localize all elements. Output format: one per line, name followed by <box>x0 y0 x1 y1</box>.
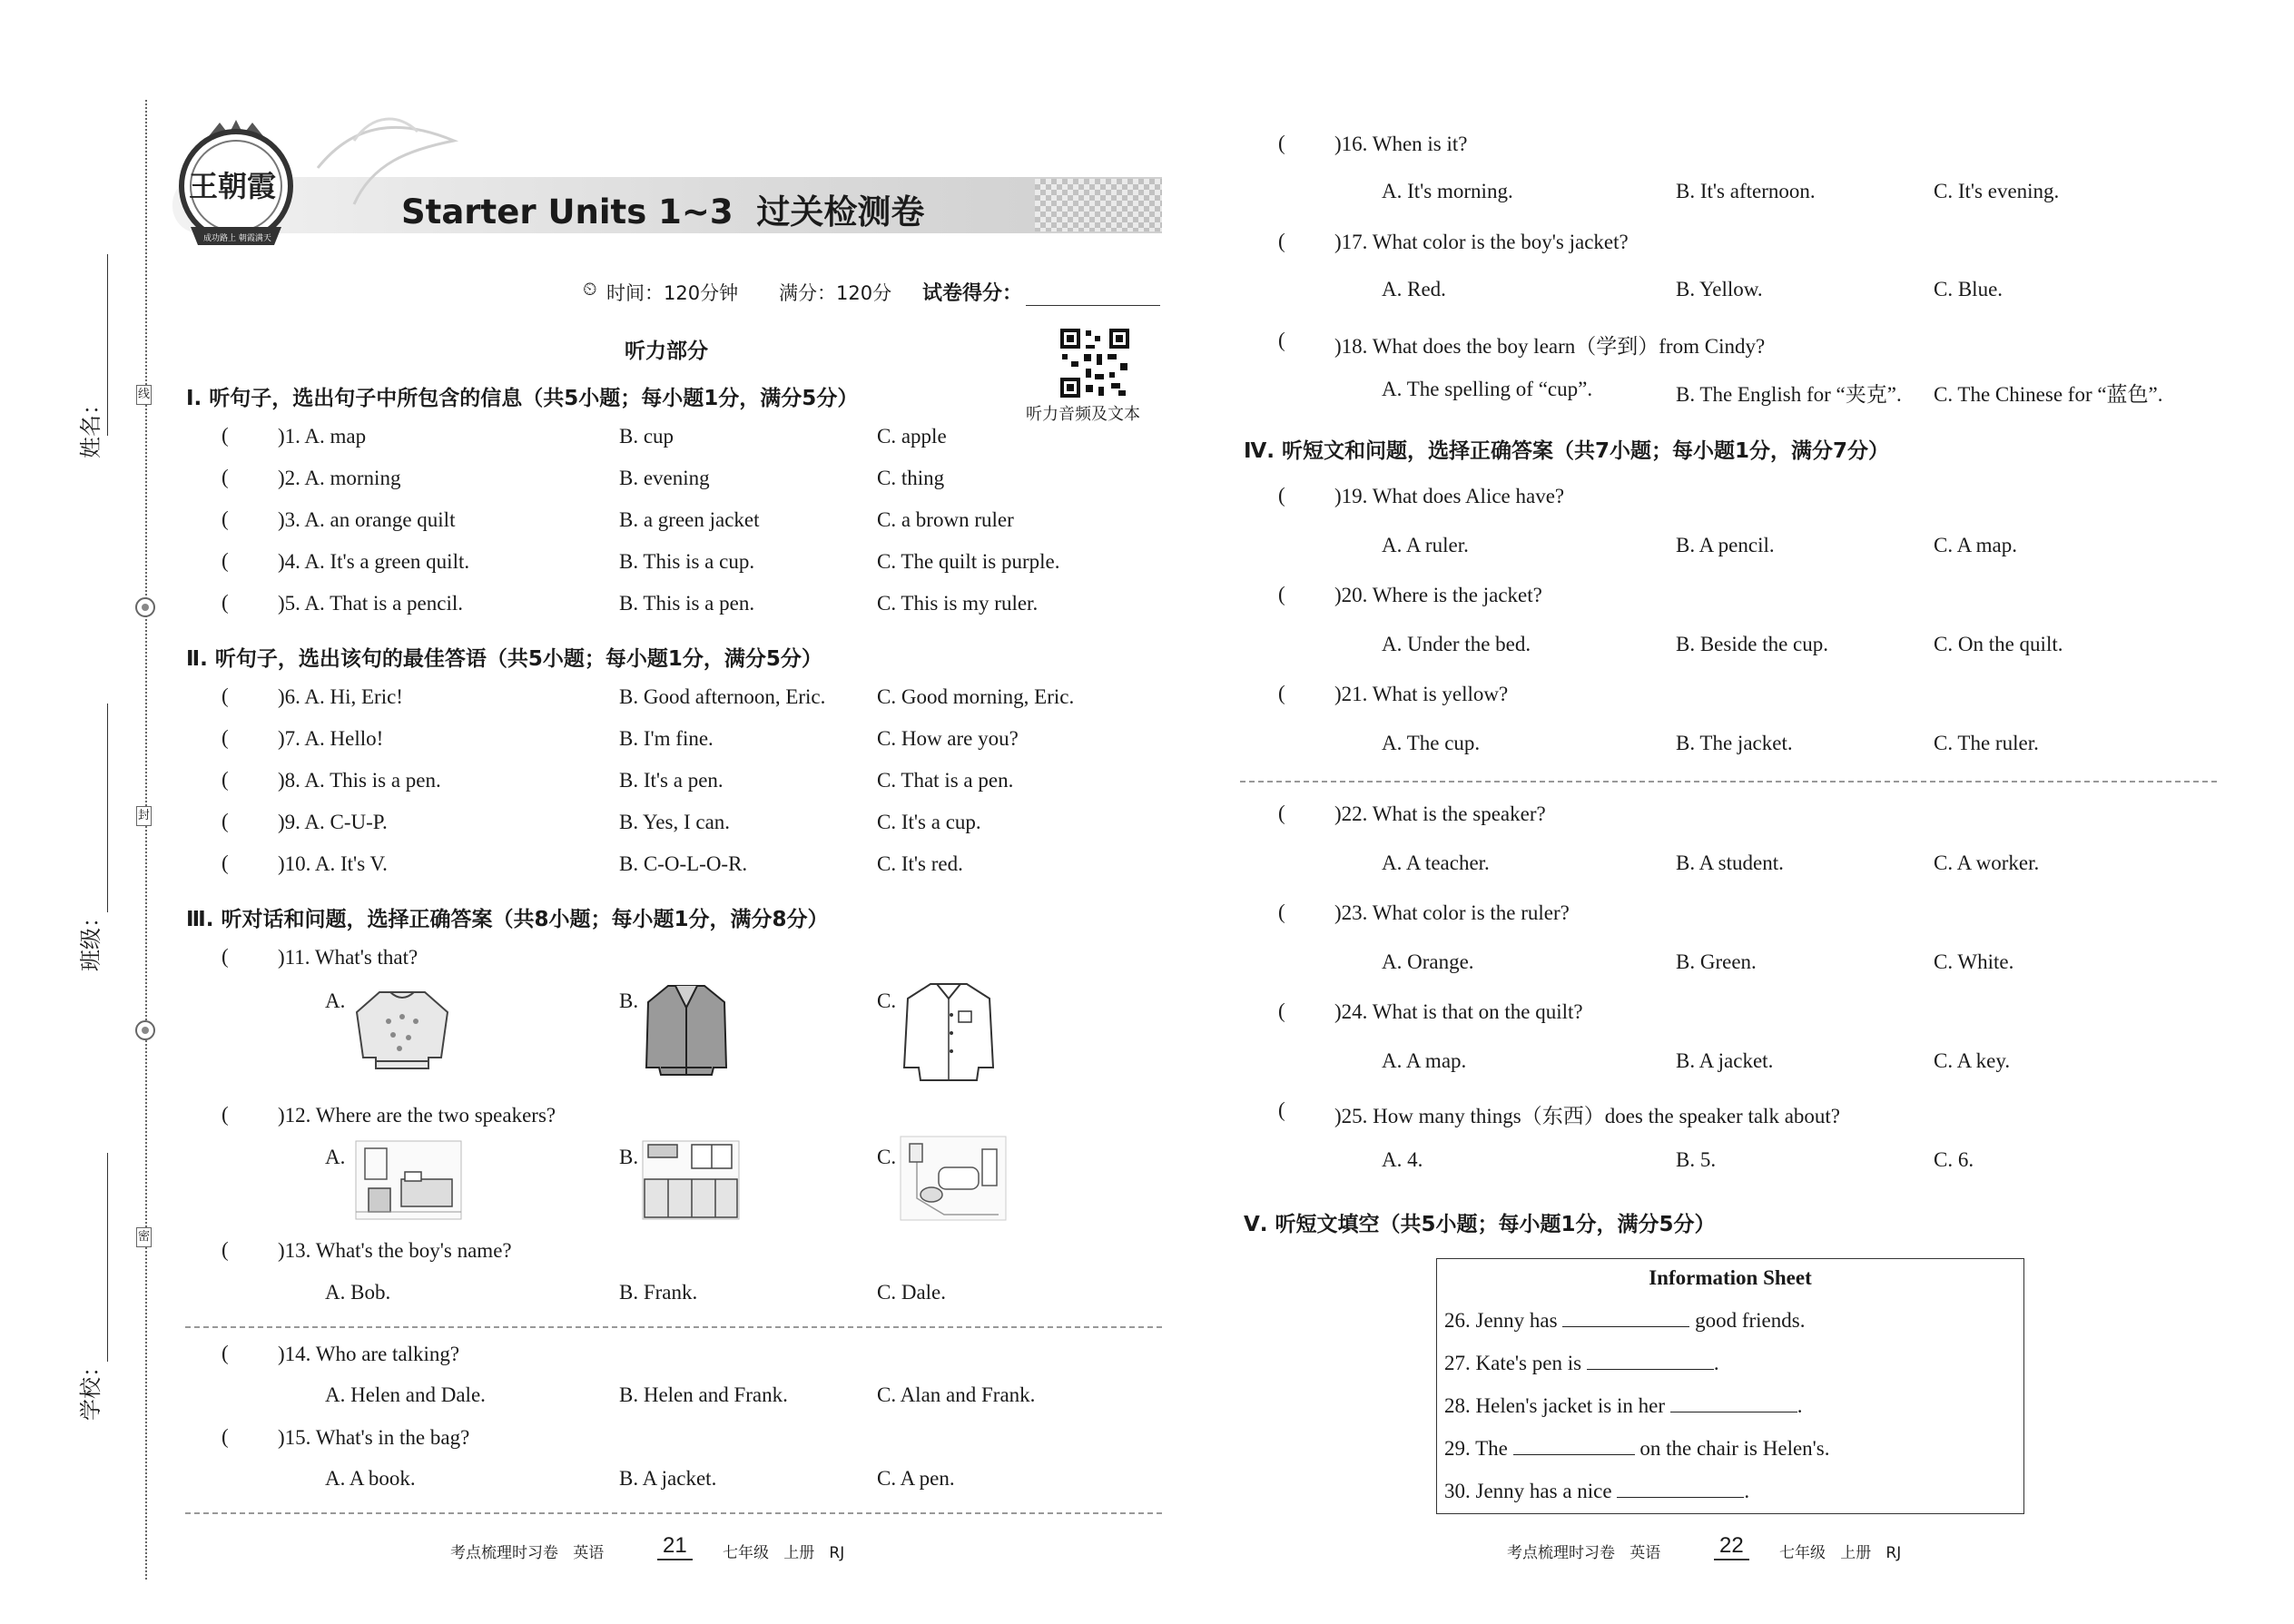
option-b: B. This is a cup. <box>619 550 755 573</box>
option-b: B. Good afternoon, Eric. <box>619 685 826 708</box>
line-text: 27. Kate's pen is <box>1444 1352 1582 1374</box>
sweater-picture[interactable] <box>352 985 452 1076</box>
option-b: B. Helen and Frank. <box>619 1383 788 1406</box>
answer-paren[interactable]: ( <box>1278 583 1285 605</box>
option-c: C. Dale. <box>877 1281 947 1304</box>
option-a: A. A ruler. <box>1382 534 1469 556</box>
option-c: C. thing <box>877 467 945 489</box>
line-text: . <box>1713 1352 1719 1374</box>
question-stem: )20. Where is the jacket? <box>1334 584 1542 606</box>
footer-right-grade: 七年级 上册 RJ <box>1779 1544 1902 1562</box>
fill-blank[interactable] <box>1617 1480 1744 1498</box>
answer-paren[interactable]: ( <box>222 549 229 572</box>
option-b: B. C-O-L-O-R. <box>619 852 748 875</box>
info-sheet-title: Information Sheet <box>1649 1266 1812 1289</box>
option-a: A. The spelling of “cup”. <box>1382 378 1593 400</box>
option-c: C. The ruler. <box>1934 732 2039 754</box>
footer-left-page: 21 <box>657 1533 693 1560</box>
line-text: 28. Helen's jacket is in her <box>1444 1394 1666 1417</box>
info-line-29 <box>1444 1437 1830 1461</box>
answer-paren[interactable]: ( <box>1278 132 1285 154</box>
answer-paren[interactable]: ( <box>1278 230 1285 252</box>
option-c: C. 6. <box>1934 1148 1974 1171</box>
seal-char-secret: 密 <box>136 1227 152 1247</box>
information-sheet <box>1436 1258 2024 1514</box>
answer-paren[interactable]: ( <box>1278 1098 1285 1121</box>
question-stem: )13. What's the boy's name? <box>278 1239 512 1262</box>
school-label: 学校： <box>78 1355 103 1421</box>
option-b: B. The jacket. <box>1676 732 1793 754</box>
divider <box>185 1326 1162 1328</box>
option-c: C. How are you? <box>877 727 1019 750</box>
section-2-heading: Ⅱ. 听句子，选出该句的最佳答语（共5小题；每小题1分，满分5分） <box>186 647 822 671</box>
option-a: A. A map. <box>1382 1049 1467 1072</box>
option-b: B. It's afternoon. <box>1676 180 1816 202</box>
option-a: A. It's morning. <box>1382 180 1513 202</box>
score-blank <box>1026 305 1160 306</box>
option-a: A. 4. <box>1382 1148 1423 1171</box>
section-4-heading: Ⅳ. 听短文和问题，选择正确答案（共7小题；每小题1分，满分7分） <box>1244 439 1890 463</box>
fill-blank[interactable] <box>1587 1352 1714 1370</box>
option-b: B. 5. <box>1676 1148 1717 1171</box>
divider <box>185 1512 1162 1514</box>
question-stem: )9. A. C-U-P. <box>278 811 388 833</box>
name-label: 姓名： <box>78 393 103 458</box>
answer-paren[interactable]: ( <box>222 726 229 749</box>
answer-paren[interactable]: ( <box>222 1425 229 1448</box>
banner-checker-pattern <box>1035 179 1162 231</box>
option-b: B. The English for “夹克”. <box>1676 383 1902 406</box>
option-a: A. Bob. <box>325 1281 391 1304</box>
question-stem: )18. What does the boy learn（学到）from Cindy? <box>1334 335 1766 358</box>
option-c: C. A key. <box>1934 1049 2011 1072</box>
answer-paren[interactable]: ( <box>1278 999 1285 1022</box>
option-b: B. cup <box>619 425 674 448</box>
answer-paren[interactable]: ( <box>1278 802 1285 824</box>
score-label: 试卷得分： <box>922 282 1023 305</box>
question-stem: )11. What's that? <box>278 946 418 969</box>
answer-paren[interactable]: ( <box>222 810 229 832</box>
question-stem: )1. A. map <box>278 425 367 448</box>
line-text: 26. Jenny has <box>1444 1309 1558 1332</box>
page-title: Starter Units 1~3 过关检测卷 <box>401 192 925 231</box>
option-c: C. White. <box>1934 950 2014 973</box>
option-c: C. A worker. <box>1934 851 2040 874</box>
option-a: A. A teacher. <box>1382 851 1490 874</box>
question-stem: )7. A. Hello! <box>278 727 384 750</box>
option-c: C. Blue. <box>1934 278 2004 300</box>
option-c: C. The Chinese for “蓝色”. <box>1934 383 2163 406</box>
answer-paren[interactable]: ( <box>222 945 229 968</box>
option-c: C. A pen. <box>877 1467 955 1490</box>
option-a: A. Under the bed. <box>1382 633 1531 655</box>
option-c: C. That is a pen. <box>877 769 1014 792</box>
option-b-label: B. <box>619 1146 639 1168</box>
question-stem: )10. A. It's V. <box>278 852 388 875</box>
footer-left-text: 考点梳理时习卷 英语 <box>450 1544 605 1562</box>
question-stem: )12. Where are the two speakers? <box>278 1104 556 1127</box>
name-blank-line <box>107 254 108 436</box>
section-1-heading: Ⅰ. 听句子，选出句子中所包含的信息（共5小题；每小题1分，满分5分） <box>186 387 859 410</box>
question-stem: )23. What color is the ruler? <box>1334 901 1570 924</box>
answer-paren[interactable]: ( <box>222 591 229 614</box>
class-blank-line <box>107 704 108 912</box>
answer-paren[interactable]: ( <box>222 1342 229 1364</box>
binding-hole-icon <box>135 597 155 617</box>
option-c: C. Good morning, Eric. <box>877 685 1075 708</box>
info-line-26 <box>1444 1309 1805 1333</box>
option-c: C. It's a cup. <box>877 811 981 833</box>
bedroom-picture[interactable] <box>354 1139 463 1221</box>
question-stem: )24. What is that on the quilt? <box>1334 1000 1583 1023</box>
option-b: B. evening <box>619 467 710 489</box>
shirt-picture[interactable] <box>899 979 999 1084</box>
info-line-27 <box>1444 1352 1719 1375</box>
question-stem: )19. What does Alice have? <box>1334 485 1565 507</box>
answer-paren[interactable]: ( <box>1278 484 1285 507</box>
line-text: 29. The <box>1444 1437 1508 1460</box>
fill-blank[interactable] <box>1513 1437 1635 1455</box>
answer-paren[interactable]: ( <box>222 424 229 447</box>
qr-code[interactable] <box>1058 327 1131 399</box>
answer-paren[interactable]: ( <box>222 768 229 791</box>
line-text: on the chair is Helen's. <box>1639 1437 1830 1460</box>
answer-paren[interactable]: ( <box>222 1238 229 1261</box>
info-line-30 <box>1444 1480 1749 1503</box>
option-a: A. Helen and Dale. <box>325 1383 486 1406</box>
answer-paren[interactable]: ( <box>222 851 229 874</box>
option-b: B. a green jacket <box>619 508 760 531</box>
option-b: B. Yes, I can. <box>619 811 731 833</box>
option-b-label: B. <box>619 989 639 1012</box>
option-b: B. This is a pen. <box>619 592 755 615</box>
option-c: C. The quilt is purple. <box>877 550 1060 573</box>
seal-char-seal: 封 <box>136 806 152 826</box>
logo-slogan: 成功路上 朝霞满天 <box>203 234 271 243</box>
option-c-label: C. <box>877 1146 897 1168</box>
time-limit: 时间：120分钟 <box>606 282 739 304</box>
clock-icon: ⏲ <box>583 278 597 300</box>
option-b: B. A pencil. <box>1676 534 1775 556</box>
question-stem: )16. When is it? <box>1334 133 1468 155</box>
fill-blank[interactable] <box>1670 1394 1797 1412</box>
question-stem: )4. A. It's a green quilt. <box>278 550 470 573</box>
question-stem: )22. What is the speaker? <box>1334 802 1546 825</box>
option-c: C. a brown ruler <box>877 508 1014 531</box>
answer-paren[interactable]: ( <box>1278 901 1285 923</box>
question-stem: )15. What's in the bag? <box>278 1426 470 1449</box>
question-stem: )25. How many things（东西）does the speaker talk about? <box>1334 1105 1840 1127</box>
question-stem: )21. What is yellow? <box>1334 683 1509 705</box>
answer-paren[interactable]: ( <box>222 1103 229 1126</box>
binding-hole-icon <box>135 1020 155 1040</box>
jacket-picture[interactable] <box>641 980 732 1080</box>
question-stem: )17. What color is the boy's jacket? <box>1334 231 1629 253</box>
option-c: C. apple <box>877 425 947 448</box>
line-text: good friends. <box>1695 1309 1806 1332</box>
option-c: C. This is my ruler. <box>877 592 1039 615</box>
option-b: B. Yellow. <box>1676 278 1763 300</box>
option-b: B. A jacket. <box>619 1467 717 1490</box>
question-stem: )6. A. Hi, Eric! <box>278 685 403 708</box>
binding-line <box>145 100 147 1580</box>
question-stem: )2. A. morning <box>278 467 401 489</box>
answer-paren[interactable]: ( <box>1278 329 1285 351</box>
qr-caption: 听力音频及文本 <box>1026 405 1140 423</box>
logo-text: 王朝霞 <box>189 170 277 202</box>
section-5-heading: Ⅴ. 听短文填空（共5小题；每小题1分，满分5分） <box>1244 1213 1716 1236</box>
option-c: C. A map. <box>1934 534 2018 556</box>
option-b: B. A jacket. <box>1676 1049 1774 1072</box>
footer-right-page: 22 <box>1714 1533 1749 1560</box>
fill-blank[interactable] <box>1562 1309 1689 1327</box>
answer-paren[interactable]: ( <box>222 507 229 530</box>
option-c: C. Alan and Frank. <box>877 1383 1036 1406</box>
school-blank-line <box>107 1153 108 1362</box>
kitchen-picture[interactable] <box>641 1139 741 1221</box>
option-a: A. Red. <box>1382 278 1446 300</box>
option-b: B. I'm fine. <box>619 727 714 750</box>
option-a-label: A. <box>325 1146 346 1168</box>
listening-title: 听力部分 <box>625 340 708 363</box>
seal-char-line: 线 <box>136 385 152 405</box>
option-b: B. Green. <box>1676 950 1757 973</box>
line-text: 30. Jenny has a nice <box>1444 1480 1612 1502</box>
bathroom-picture[interactable] <box>899 1135 1008 1222</box>
option-a: A. The cup. <box>1382 732 1481 754</box>
question-stem: )5. A. That is a pencil. <box>278 592 463 615</box>
divider <box>1240 781 2217 782</box>
footer-left-grade: 七年级 上册 RJ <box>723 1544 845 1562</box>
line-text: . <box>1797 1394 1803 1417</box>
option-b: B. A student. <box>1676 851 1784 874</box>
question-stem: )8. A. This is a pen. <box>278 769 441 792</box>
option-b: B. Frank. <box>619 1281 698 1304</box>
info-line-28 <box>1444 1394 1803 1418</box>
option-c-label: C. <box>877 989 897 1012</box>
option-c: C. It's red. <box>877 852 963 875</box>
option-c: C. On the quilt. <box>1934 633 2063 655</box>
question-stem: )3. A. an orange quilt <box>278 508 456 531</box>
line-text: . <box>1744 1480 1750 1502</box>
option-b: B. It's a pen. <box>619 769 724 792</box>
option-a: A. Orange. <box>1382 950 1474 973</box>
option-a: A. A book. <box>325 1467 416 1490</box>
section-3-heading: Ⅲ. 听对话和问题，选择正确答案（共8小题；每小题1分，满分8分） <box>186 908 829 931</box>
option-a-label: A. <box>325 989 346 1012</box>
class-label: 班级： <box>78 906 103 971</box>
answer-paren[interactable]: ( <box>222 684 229 707</box>
footer-right-text: 考点梳理时习卷 英语 <box>1507 1544 1661 1562</box>
answer-paren[interactable]: ( <box>222 466 229 488</box>
option-b: B. Beside the cup. <box>1676 633 1828 655</box>
option-c: C. It's evening. <box>1934 180 2060 202</box>
answer-paren[interactable]: ( <box>1278 682 1285 704</box>
question-stem: )14. Who are talking? <box>278 1343 460 1365</box>
full-score: 满分：120分 <box>779 282 892 304</box>
